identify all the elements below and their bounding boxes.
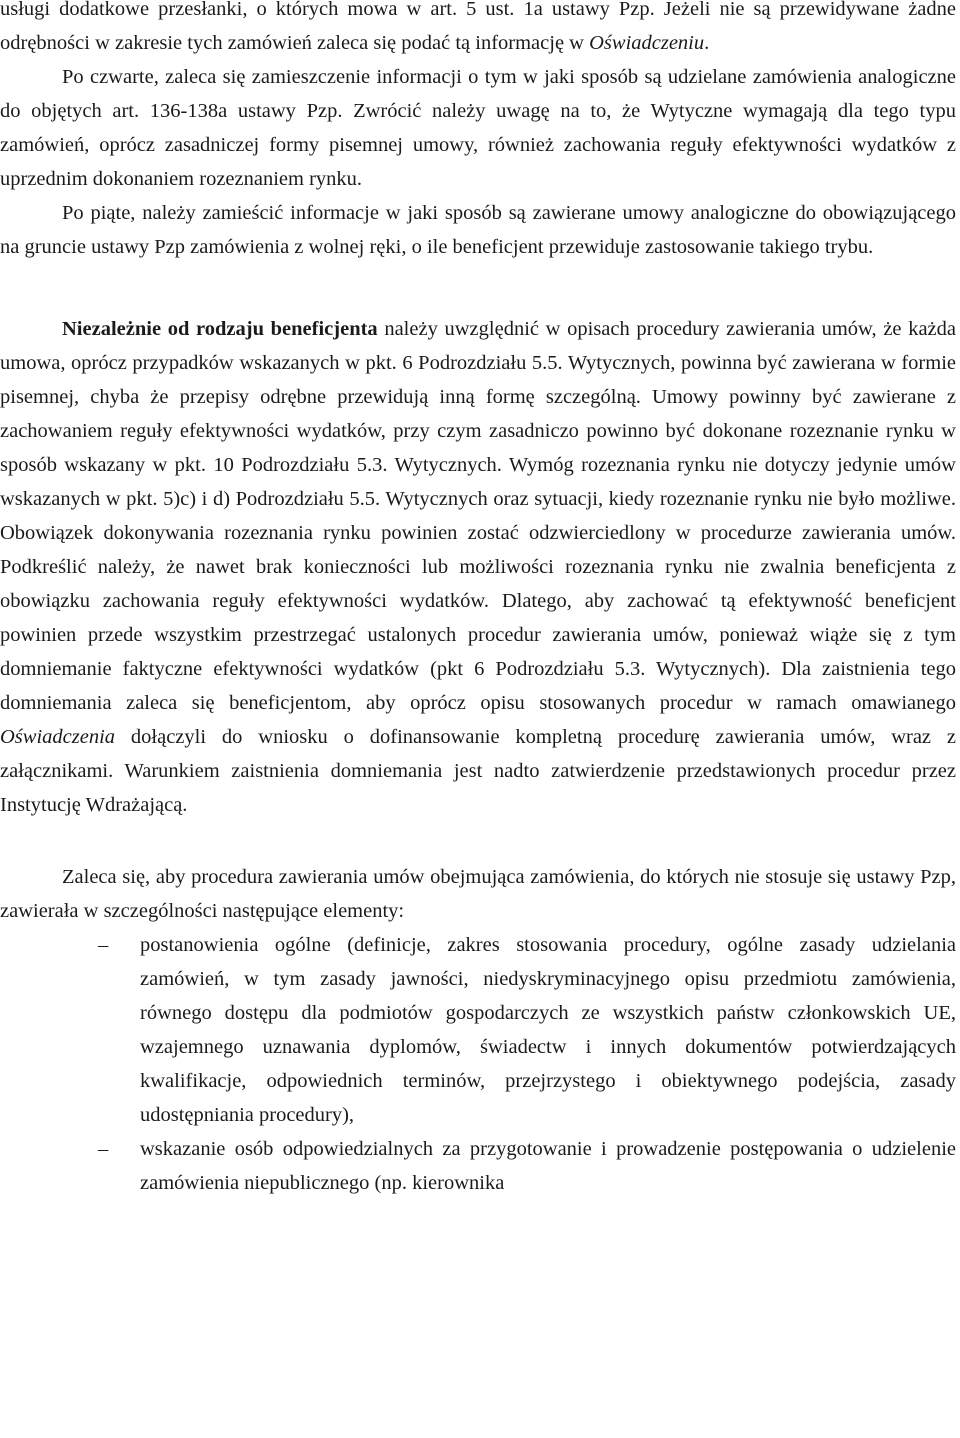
list-dash: – xyxy=(98,934,109,956)
paragraph-4-bold-lead: Niezależnie od rodzaju beneficjenta xyxy=(62,318,378,340)
list-item xyxy=(0,928,956,1132)
list-item xyxy=(0,1132,956,1200)
paragraph-4-end: dołączyli do wniosku o dofinansowanie kompletną procedurę zawierania umów, wraz z załącznikami. Warunkiem zaistnienia domniemania jest nadto zatwierdzenie przedstawionych procedur przez Instytucję Wdrażającą. xyxy=(0,726,956,816)
list-dash: – xyxy=(98,1138,109,1160)
paragraph-4-text: należy uwzględnić w opisach procedury zawierania umów, że każda umowa, oprócz przypadków wskazanych w pkt. 6 Podrozdziału 5.5. Wytycznych, powinna być zawierana w formie pisemnej, chyba że przepisy odrębne przewidują inną formę szczególną. Umowy powinny być zawierane z zachowaniem reguły efektywności wydatków, przy czym zasadniczo powinno być dokonane rozeznanie rynku w sposób wskazany w pkt. 10 Podrozdziału 5.3. Wytycznych. Wymóg rozeznania rynku nie dotyczy jedynie umów wskazanych w pkt. 5)c) i d) Podrozdziału 5.5. Wytycznych oraz sytuacji, kiedy rozeznanie rynku nie było możliwe. Obowiązek dokonywania rozeznania rynku powinien zostać odzwierciedlony w procedurze zawierania umów. Podkreślić należy, że nawet brak konieczności lub możliwości rozeznania rynku nie zwalnia beneficjenta z obowiązku zachowania reguły efektywności wydatków. Dlatego, aby zachować tą efektywność beneficjent powinien przede wszystkim przestrzegać ustalonych procedur zawierania umów, ponieważ wiąże się z tym domniemanie faktyczne efektywności wydatków (pkt 6 Podrozdziału 5.3. Wytycznych). Dla zaistnienia tego domniemania zaleca się beneficjentom, aby oprócz opisu stosowanych procedur w ramach omawianego xyxy=(0,318,956,714)
paragraph-5: Zaleca się, aby procedura zawierania umów obejmująca zamówienia, do których nie stosuje się ustawy Pzp, zawierała w szczególności następujące elementy: xyxy=(0,866,956,922)
paragraph-1-text: usługi dodatkowe przesłanki, o których mowa w art. 5 ust. 1a ustawy Pzp. Jeżeli nie są przewidywane żadne odrębności w zakresie tych zamówień zaleca się podać tą informację w xyxy=(0,0,956,54)
paragraph-1 xyxy=(0,0,956,60)
paragraph-3: Po piąte, należy zamieścić informacje w jaki sposób są zawierane umowy analogiczne do obowiązującego na gruncie ustawy Pzp zamówienia z wolnej ręki, o ile beneficjent przewiduje zastosowanie takiego trybu. xyxy=(0,202,956,258)
paragraph-2: Po czwarte, zaleca się zamieszczenie informacji o tym w jaki sposób są udzielane zamówienia analogiczne do objętych art. 136-138a ustawy Pzp. Zwrócić należy uwagę na to, że Wytyczne wymagają dla tego typu zamówień, oprócz zasadniczej formy pisemnej umowy, również zachowania reguły efektywności wydatków z uprzednim dokonaniem rozeznaniem rynku. xyxy=(0,66,956,190)
paragraph-1-italic-term: Oświadczeniu xyxy=(589,32,705,54)
paragraph-4 xyxy=(0,312,956,822)
list-item-text: wskazanie osób odpowiedzialnych za przygotowanie i prowadzenie postępowania o udzielenie zamówienia niepublicznego (np. kierownika xyxy=(140,1138,956,1194)
elements-list xyxy=(0,928,956,1200)
paragraph-1-end: . xyxy=(704,32,710,54)
list-item-text: postanowienia ogólne (definicje, zakres stosowania procedury, ogólne zasady udzielania zamówień, w tym zasady jawności, niedyskryminacyjnego opisu przedmiotu zamówienia, równego dostępu dla podmiotów gospodarczych ze wszystkich państw członkowskich UE, wzajemnego uznawania dyplomów, świadectw i innych dokumentów potwierdzających kwalifikacje, odpowiednich terminów, przejrzystego i obiektywnego podejścia, zasady udostępniania procedury), xyxy=(140,934,956,1126)
paragraph-4-italic-term: Oświadczenia xyxy=(0,726,116,748)
